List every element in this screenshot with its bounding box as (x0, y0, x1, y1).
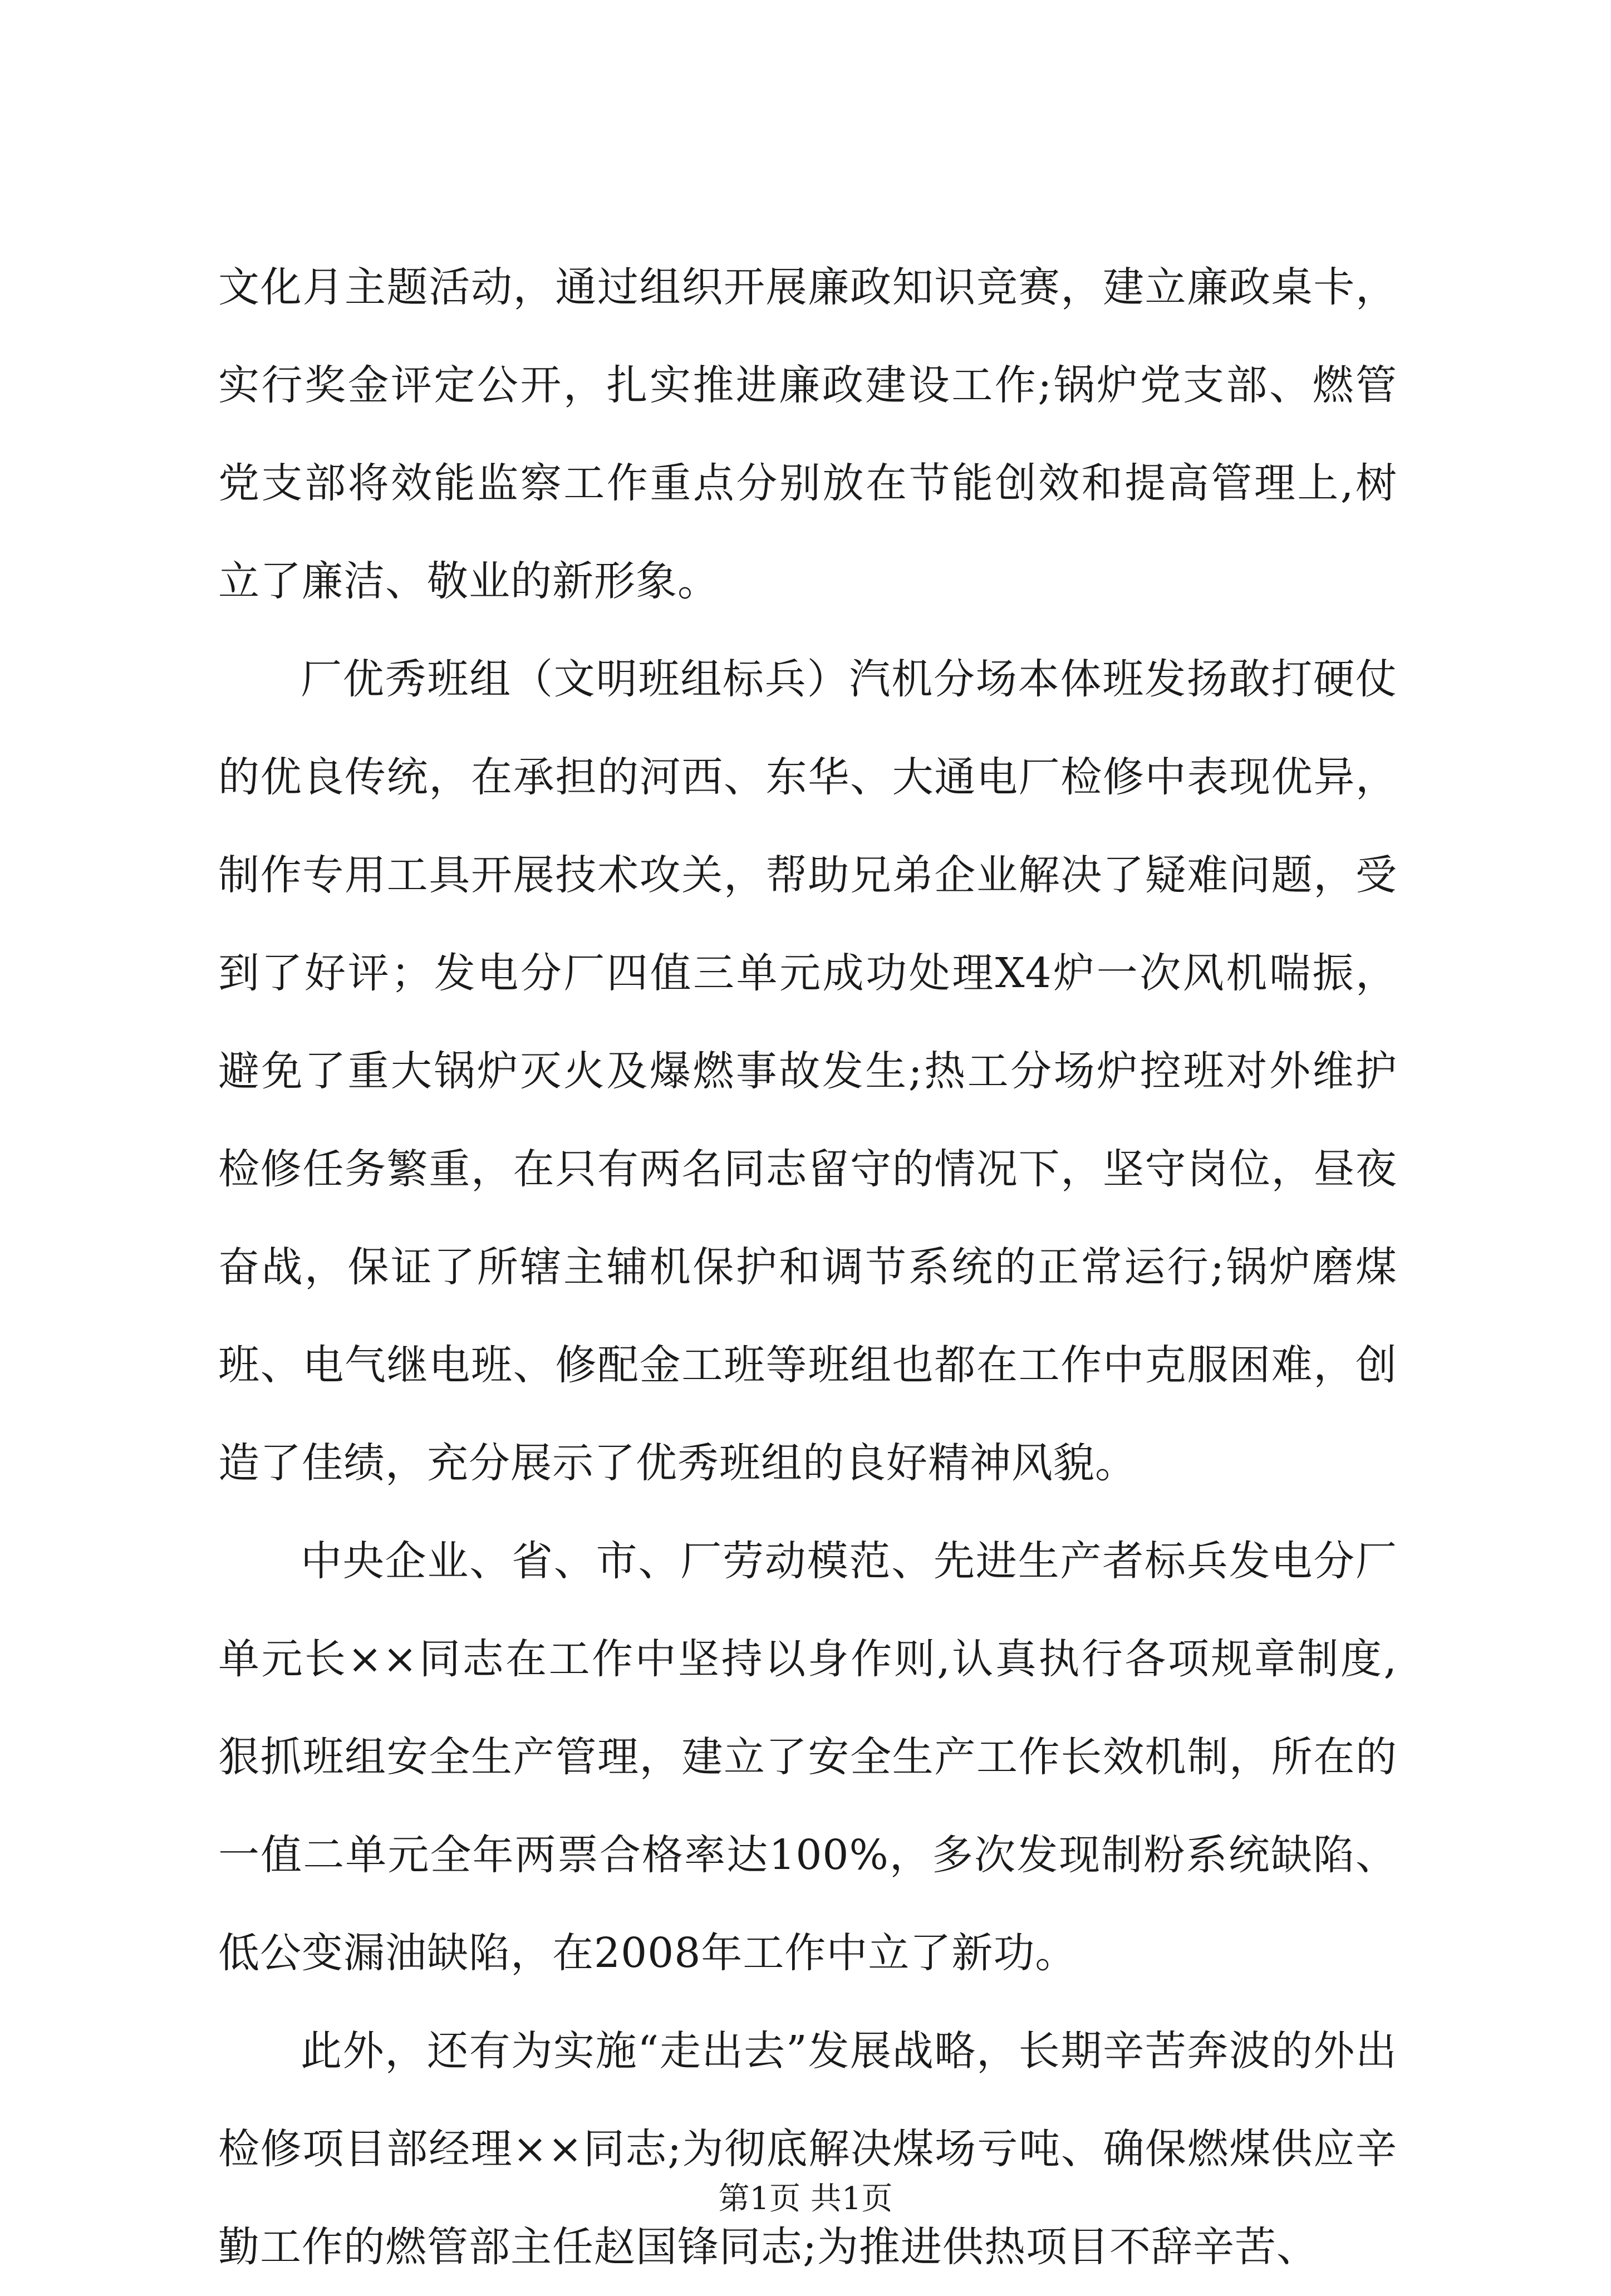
paragraph-excellent-team: 厂优秀班组（文明班组标兵）汽机分场本体班发扬敢打硬仗的优良传统，在承担的河西、东华、大通电厂检修中表现优异，制作专用工具开展技术攻关，帮助兄弟企业解决了疑难问题，受到了好评；发电分厂四值三单元成功处理X4炉一次风机喘振，避免了重大锅炉灭火及爆燃事故发生;热工分场炉控班对外维护检修任务繁重，在只有两名同志留守的情况下，坚守岗位，昼夜奋战，保证了所辖主辅机保护和调节系统的正常运行;锅炉磨煤班、电气继电班、修配金工班等班组也都在工作中克服困难，创造了佳绩，充分展示了优秀班组的良好精神风貌。 (218, 655, 1397, 1487)
paragraph-model-worker: 中央企业、省、市、厂劳动模范、先进生产者标兵发电分厂单元长××同志在工作中坚持以身作则,认真执行各项规章制度,狠抓班组安全生产管理，建立了安全生产工作长效机制，所在的一值二单元全年两票合格率达100%，多次发现制粉系统缺陷、低公变漏油缺陷，在2008年工作中立了新功。 (218, 1537, 1397, 1977)
document-body (218, 238, 1397, 2296)
page-number-footer: 第1页 共1页 (718, 2181, 893, 2217)
paragraph-additional: 此外，还有为实施“走出去”发展战略，长期辛苦奔波的外出检修项目部经理××同志;为彻底解决煤场亏吨、确保燃煤供应辛勤工作的燃管部主任赵国锋同志;为推进供热项目不辞辛苦、 (218, 2027, 1397, 2271)
paragraph-continuation: 文化月主题活动，通过组织开展廉政知识竞赛，建立廉政桌卡，实行奖金评定公开，扎实推进廉政建设工作;锅炉党支部、燃管党支部将效能监察工作重点分别放在节能创效和提高管理上,树立了廉洁、敬业的新形象。 (218, 263, 1397, 605)
